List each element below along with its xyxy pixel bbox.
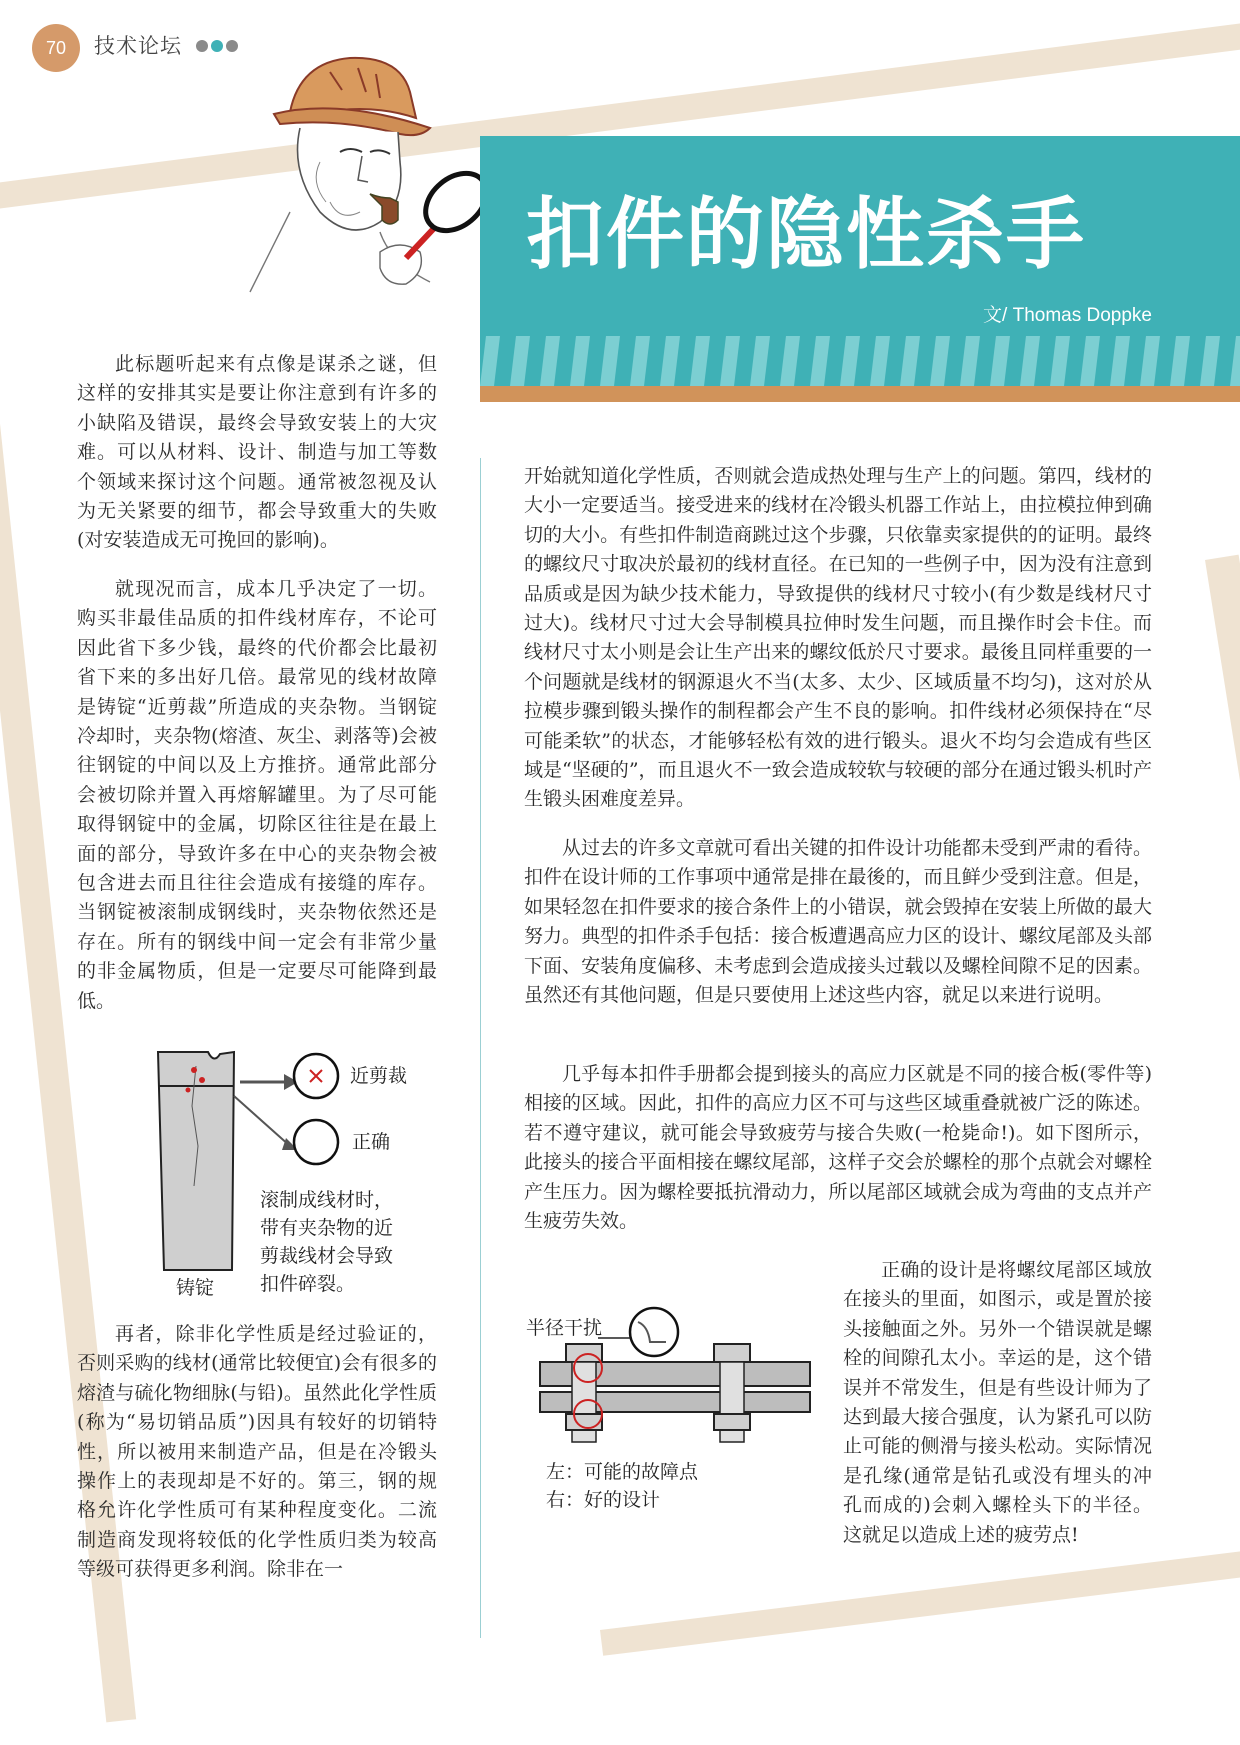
title-underline-bar: [480, 386, 1240, 402]
label-radius-interference: 半径干扰: [526, 1317, 603, 1339]
article-author: 文/ Thomas Doppke: [983, 305, 1152, 326]
dot-2: [211, 40, 223, 52]
detective-illustration: [230, 52, 500, 302]
right-paragraph-3: 几乎每本扣件手册都会提到接头的高应力区就是不同的接合板(零件等)相接的区域。因此，扣件的高应力区不可与这些区域重叠就被广泛的陈述。若不遵守建议，就可能会导致疲劳与接合失败(一枪毙命!)。如下图所示，此接头的接合平面相接在螺纹尾部，这样子交会於螺栓的那个点就会对螺栓产生压力。因为螺栓要抵抗滑动力，所以尾部区域就会成为弯曲的支点并产生疲劳失效。: [524, 1063, 1152, 1233]
label-correct: 正确: [352, 1131, 391, 1153]
left-paragraph-3: 再者，除非化学性质是经过验证的，否则采购的线材(通常比较便宜)会有很多的熔渣与硫化物细脉(与铅)。虽然此化学性质(称为“易切销品质”)因具有较好的切销特性，所以被用来制造产品，但是在冷锻头操作上的表现却是不好的。第三，钢的规格允许化学性质可有某种程度变化。二流制造商发现将较低的化学性质归类为较高等级可获得更多利润。除非在一: [77, 1323, 437, 1581]
caption-line-3: 剪裁线材会导致: [260, 1245, 394, 1267]
label-near-cut: 近剪裁: [350, 1065, 408, 1087]
figure-ingot: [150, 1046, 450, 1306]
narrow-paragraph: 正确的设计是将螺纹尾部区域放在接头的里面，如图示，或是置於接头接触面之外。另外一个错误就是螺栓的间隙孔太小。幸运的是，这个错误并不常发生，但是有些设计师为了达到最大接合强度，认为紧孔可以防止可能的侧滑与接头松动。实际情况是孔缘(通常是钻孔或没有埋头的冲孔而成的)会刺入螺栓头下的半径。这就足以造成上述的疲劳点!: [843, 1259, 1152, 1546]
label-ingot: 铸锭: [176, 1277, 215, 1299]
article-title: 扣件的隐性杀手: [526, 190, 1087, 280]
page-number-badge: 70: [32, 24, 80, 72]
figure-bolted-joint: [526, 1302, 826, 1512]
right-paragraph-2: 从过去的许多文章就可看出关键的扣件设计功能都未受到严肃的看待。扣件在设计师的工作事项中通常是排在最後的，而且鲜少受到注意。但是，如果轻忽在扣件要求的接合条件上的小错误，就会毁掉在安装上所做的最大努力。典型的扣件杀手包括：接合板遭遇高应力区的设计、螺纹尾部及头部下面、安装角度偏移、未考虑到会造成接头过载以及螺栓间隙不足的因素。虽然还有其他问题，但是只要使用上述这些内容，就足以来进行说明。: [524, 837, 1152, 1007]
right-paragraph-1: 开始就知道化学性质，否则就会造成热处理与生产上的问题。第四，线材的大小一定要适当。接受进来的线材在冷锻头机器工作站上，由拉模拉伸到确切的大小。有些扣件制造商跳过这个步骤，只依靠卖家提供的的证明。最终的螺纹尺寸取决於最初的线材直径。在已知的一些例子中，因为没有注意到品质或是因为缺少技术能力，导致提供的线材尺寸较小(有少数是线材尺寸过大)。线材尺寸过大会导制模具拉伸时发生问题，而且操作时会卡住。而线材尺寸太小则是会让生产出来的螺纹低於尺寸要求。最後且同样重要的一个问题就是线材的钢源退火不当(太多、太少、区域质量不均匀)，这对於从拉模步骤到锻头操作的制程都会产生不良的影响。扣件线材必须保持在“尽可能柔软”的状态，才能够轻松有效的进行锻头。退火不均匀会造成有些区域是“坚硬的”，而且退火不一致会造成较软与较硬的部分在通过锻头机时产生锻头困难度差异。: [524, 465, 1152, 811]
left-paragraph-1: 此标题听起来有点像是谋杀之谜，但这样的安排其实是要让你注意到有许多的小缺陷及错误，最终会导致安装上的大灾难。可以从材料、设计、制造与加工等数个领域来探讨这个问题。通常被忽视及认为无关紧要的细节，都会导致重大的失败(对安装造成无可挽回的影响)。: [77, 353, 437, 552]
figure1-caption: [260, 1186, 440, 1298]
left-paragraph-2: 就现况而言，成本几乎决定了一切。购买非最佳品质的扣件线材库存，不论可因此省下多少钱，最终的代价都会比最初省下来的多出好几倍。最常见的线材故障是铸锭“近剪裁”所造成的夹杂物。当钢锭冷却时，夹杂物(熔渣、灰尘、剥落等)会被往钢锭的中间以及上方推挤。通常此部分会被切除并置入再熔解罐里。为了尽可能取得钢锭中的金属，切除区往往是在最上面的部分，导致许多在中心的夹杂物会被包含进去而且往往会造成有接缝的库存。当钢锭被滚制成钢线时，夹杂物依然还是存在。所有的钢线中间一定会有非常少量的非金属物质，但是一定要尽可能降到最低。: [77, 578, 437, 1012]
stripe-pattern: [480, 336, 1240, 386]
caption-left: 左：可能的故障点: [546, 1461, 699, 1483]
caption-right: 右：好的设计: [546, 1489, 661, 1511]
decorative-band-bottom: [600, 1545, 1240, 1656]
dot-3: [226, 40, 238, 52]
caption-line-4: 扣件碎裂。: [260, 1273, 356, 1295]
title-banner: [480, 136, 1240, 386]
section-label: 技术论坛: [94, 34, 182, 58]
caption-line-2: 带有夹杂物的近: [260, 1217, 394, 1239]
section-dots: [196, 40, 238, 52]
dot-1: [196, 40, 208, 52]
caption-line-1: 滚制成线材时，: [260, 1189, 394, 1211]
column-divider: [480, 458, 481, 1638]
